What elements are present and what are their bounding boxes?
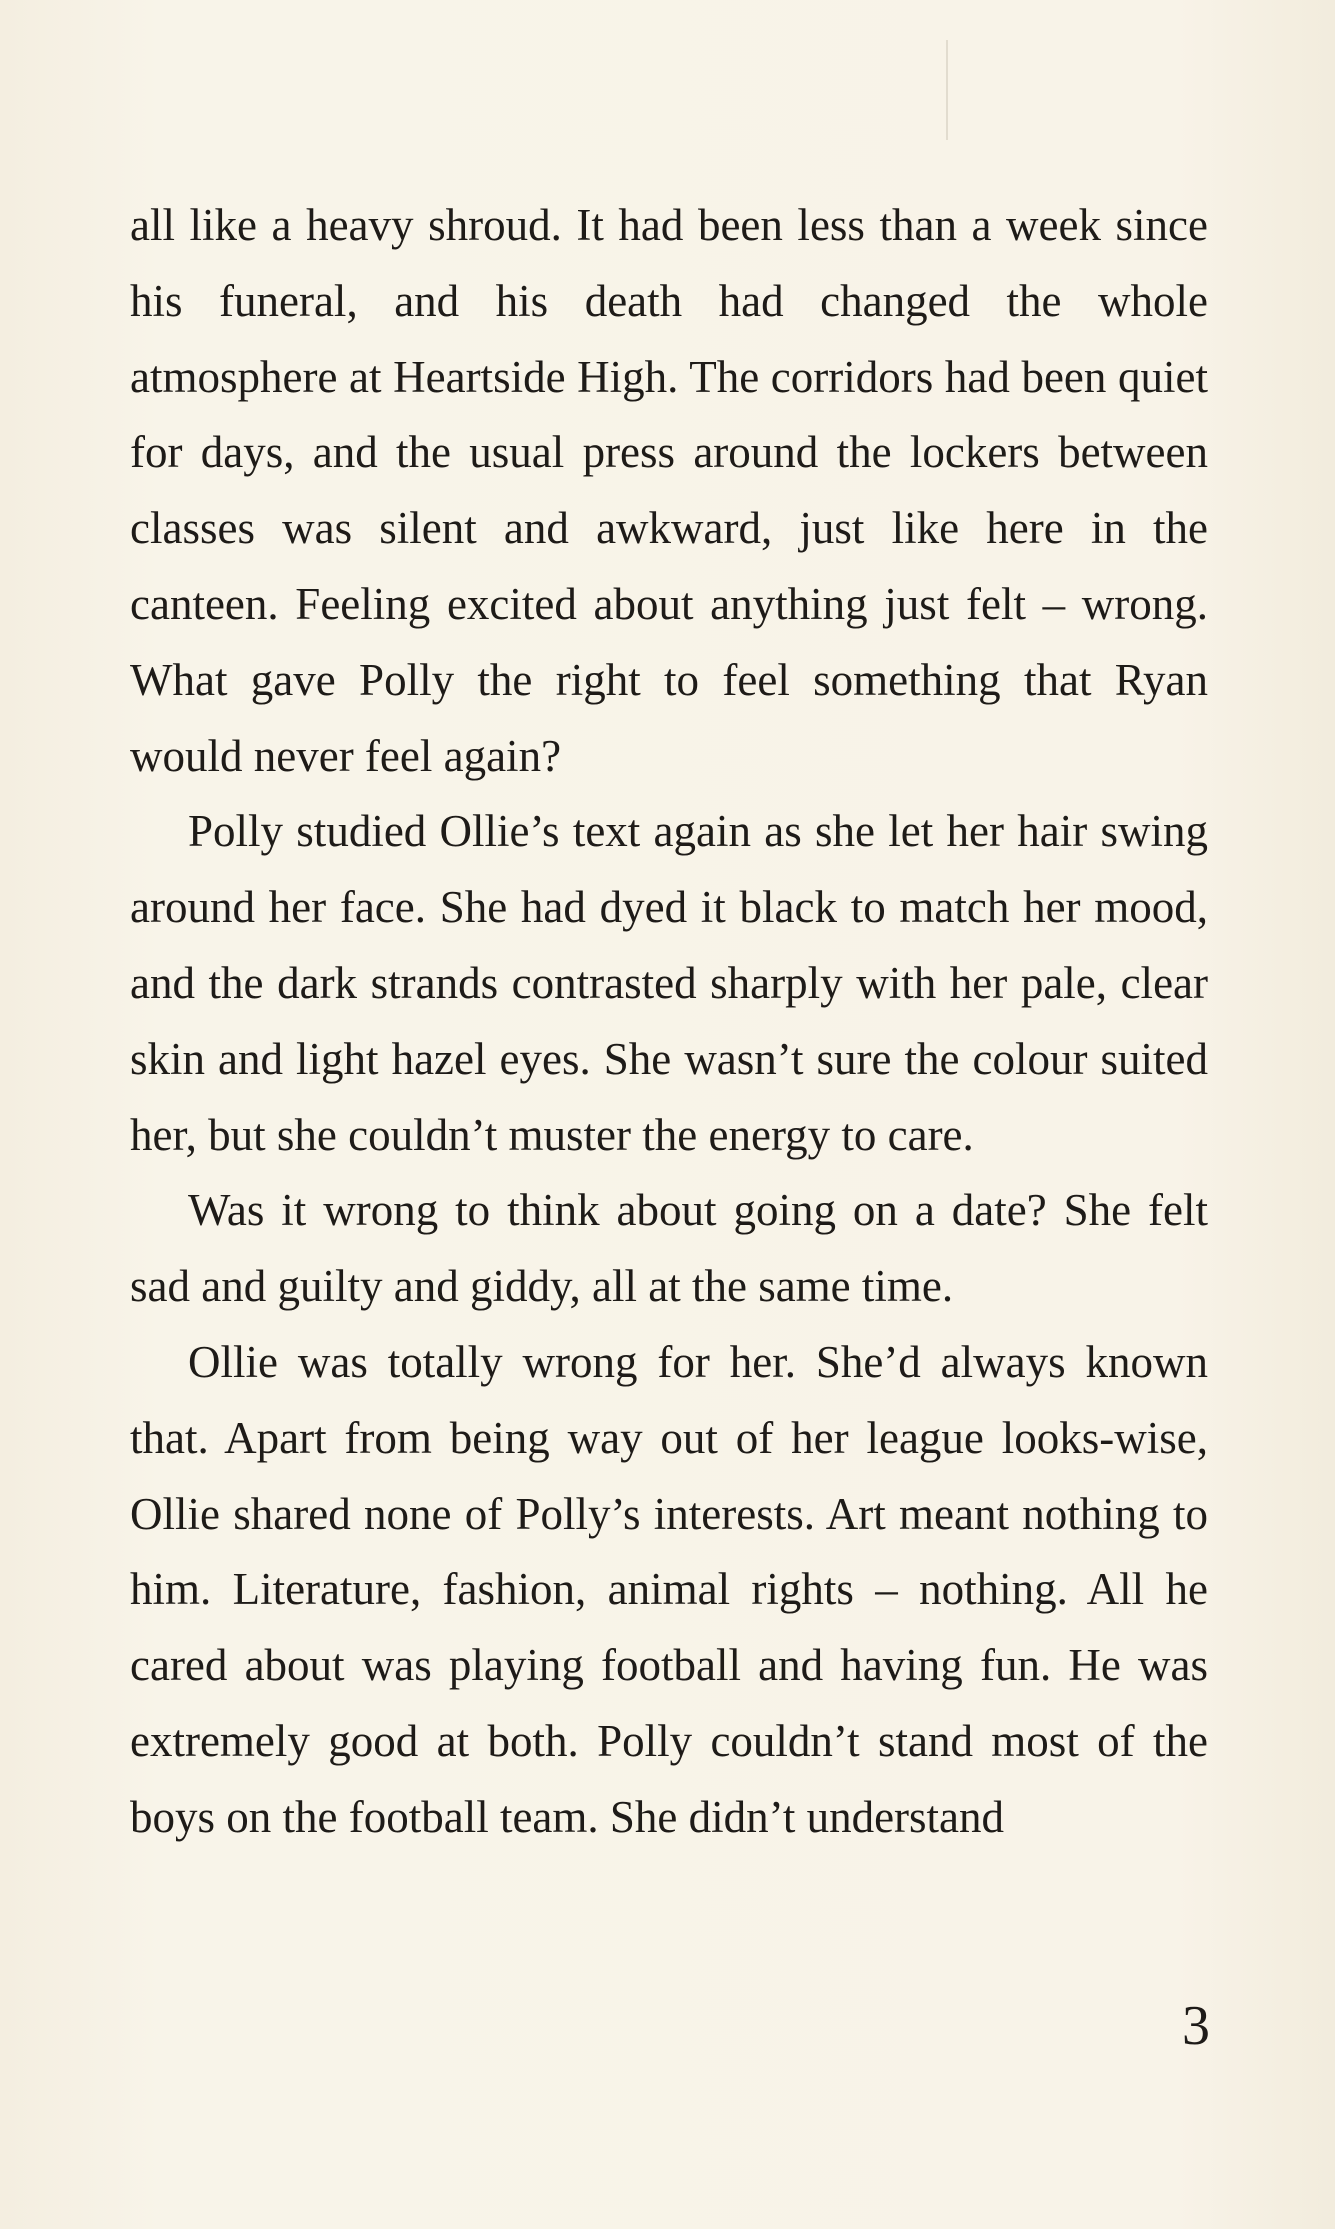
- paragraph-4: Ollie was totally wrong for her. She’d always known that. Apart from being way out of her league looks-wise, Ollie shared none of Polly’s interests. Art meant nothing to him. Literature, fashion, animal rights – nothing. All he cared about was playing football and having fun. He was extremely good at both. Polly couldn’t stand most of the boys on the football team. She didn’t understand: [130, 1336, 1208, 1842]
- page-crease: [946, 40, 948, 140]
- paragraph-3: Was it wrong to think about going on a date? She felt sad and guilty and giddy, all at the same time.: [130, 1185, 1208, 1312]
- body-text: [130, 188, 1208, 1856]
- page-number: 3: [1182, 1995, 1210, 2057]
- paragraph-1: all like a heavy shroud. It had been less than a week since his funeral, and his death had changed the whole atmosphere at Heartside High. The corridors had been quiet for days, and the usual press around the lockers between classes was silent and awkward, just like here in the canteen. Feeling excited about anything just felt – wrong. What gave Polly the right to feel something that Ryan would never feel again?: [130, 200, 1208, 781]
- paragraph-2: Polly studied Ollie’s text again as she let her hair swing around her face. She had dyed it black to match her mood, and the dark strands contrasted sharply with her pale, clear skin and light hazel eyes. She wasn’t sure the colour suited her, but she couldn’t muster the energy to care.: [130, 806, 1208, 1160]
